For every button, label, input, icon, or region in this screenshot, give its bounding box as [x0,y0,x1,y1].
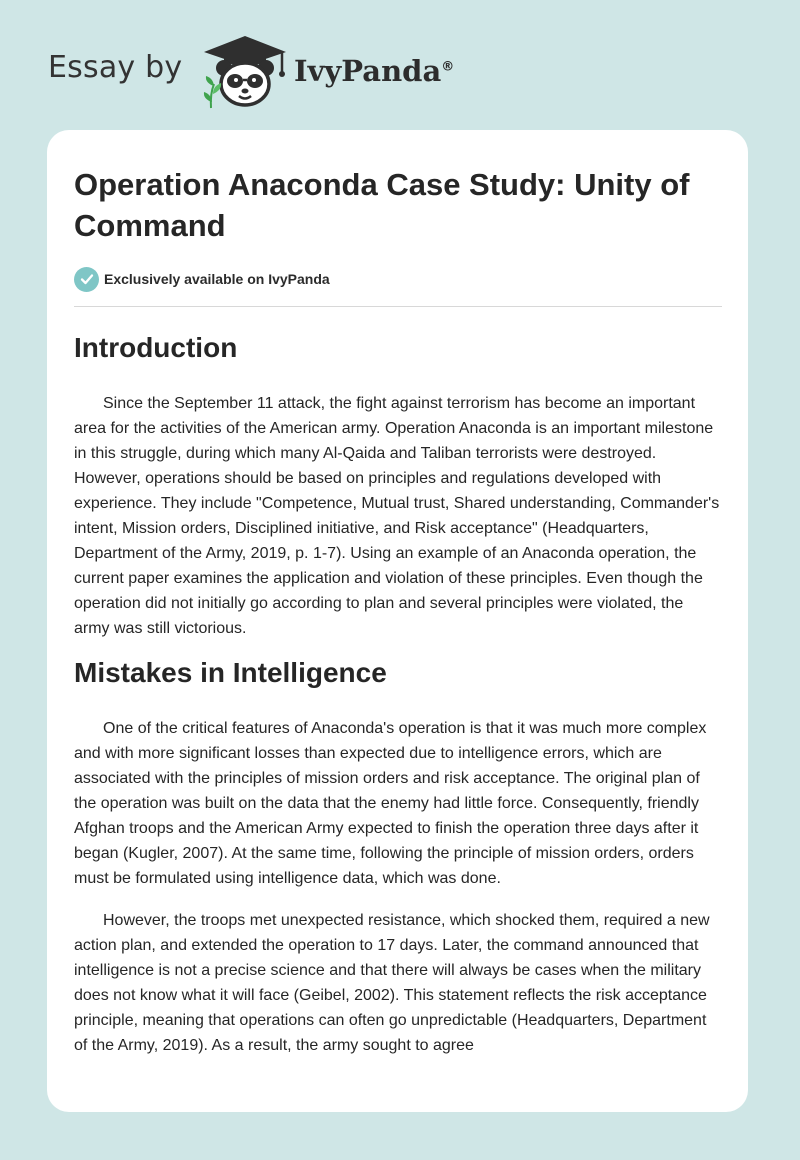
essay-content [74,164,722,1058]
essay-card [47,130,748,1112]
paragraph-mistakes-1: One of the critical features of Anaconda's operation is that it was much more complex and with more significant losses than expected due to intelligence errors, which are associated with the principles of mission orders and risk acceptance. The original plan of the operation was built on the data that the enemy had little force. Consequently, friendly Afghan troops and the American Army expected to finish the operation three days after it began (Kugler, 2007). At the same time, following the principle of mission orders, orders must be formulated using intelligence data, which was done. [74,720,707,887]
site-header [48,28,508,118]
essay-by-label: Essay by [48,50,183,85]
exclusive-badge [74,266,722,292]
page-title: Operation Anaconda Case Study: Unity of Command [74,167,690,243]
check-circle-icon [74,267,99,292]
paragraph-mistakes-2: However, the troops met unexpected resistance, which shocked them, required a new action plan, and extended the operation to 17 days. Later, the command announced that intelligence is not a precise science and that there will always be cases when the military does not know what it will face (Geibel, 2002). This statement reflects the risk acceptance principle, meaning that operations can often go unpredictable (Headquarters, Department of the Army, 2019). As a result, the army sought to agree [74,912,710,1054]
exclusive-label: Exclusively available on IvyPanda [104,271,330,287]
section-heading-mistakes-in-intelligence: Mistakes in Intelligence [74,657,387,688]
divider [74,306,722,307]
brand-name-text: IvyPanda [294,54,442,88]
registered-mark: ® [441,59,455,75]
paragraph-introduction: Since the September 11 attack, the fight against terrorism has become an important area for the activities of the American army. Operation Anaconda is an important milestone in this struggle, during which many Al-Qaida and Taliban terrorists were destroyed. However, operations should be based on principles and regulations developed with experience. They include "Competence, Mutual trust, Shared understanding, Commander's intent, Mission orders, Disciplined initiative, and Risk acceptance" (Headquarters, Department of the Army, 2019, p. 1-7). Using an example of an Anaconda operation, the current paper examines the application and violation of these principles. Even though the operation did not initially go according to plan and several principles were violated, the army was still victorious. [74,395,720,637]
brand-name[interactable] [294,54,454,88]
panda-graduation-cap-icon[interactable] [200,34,290,110]
section-heading-introduction: Introduction [74,332,238,363]
